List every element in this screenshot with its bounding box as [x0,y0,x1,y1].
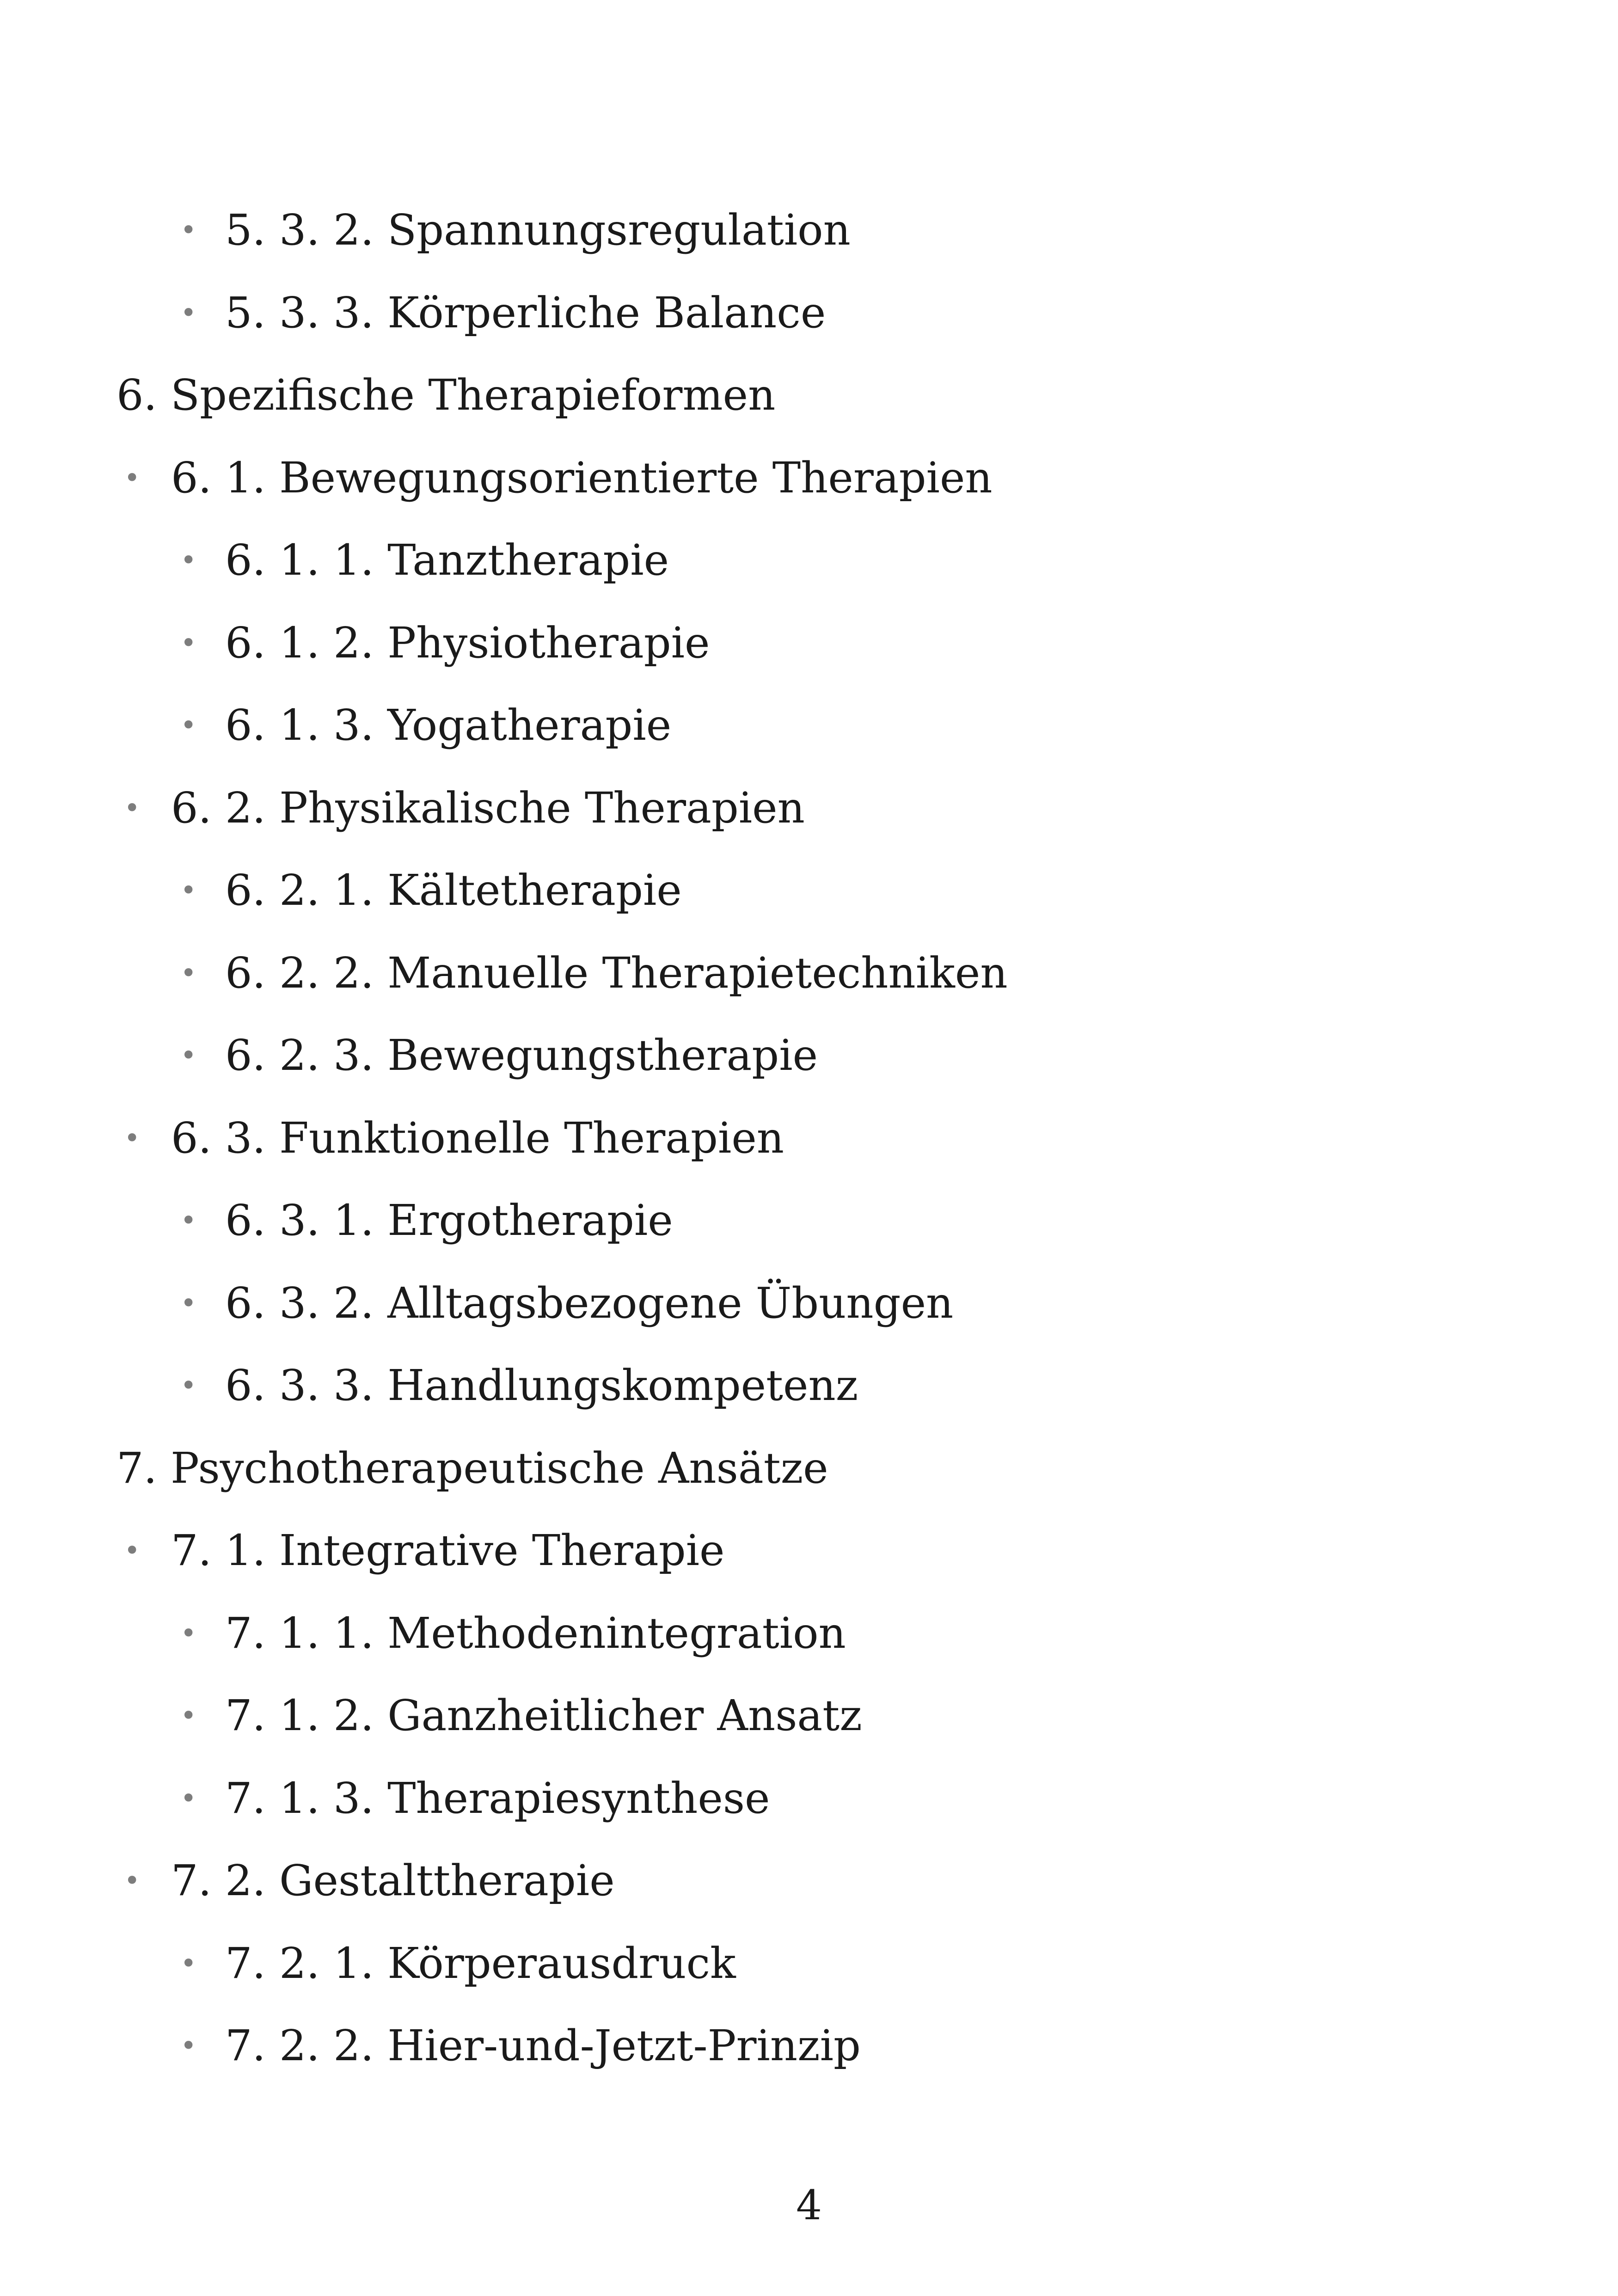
bullet-icon: • [180,1617,197,1650]
toc-entry-label: 6. 3. 3. Handlungskompetenz [225,1361,858,1410]
bullet-icon: • [180,1204,197,1237]
toc-entry-label: 6. 1. Bewegungsorientierte Therapien [171,453,993,503]
bullet-icon: • [180,626,197,659]
bullet-icon: • [180,2030,197,2062]
bullet-icon: • [180,874,197,907]
bullet-icon: • [124,792,141,824]
bullet-icon: • [124,1122,141,1154]
bullet-icon: • [180,1287,197,1320]
bullet-icon: • [180,1039,197,1072]
toc-entry-label: 6. 3. 1. Ergotherapie [225,1196,673,1245]
bullet-icon: • [180,709,197,742]
bullet-icon: • [180,214,197,246]
bullet-icon: • [180,957,197,989]
toc-entry-label: 6. Spezifische Therapieformen [116,370,776,420]
toc-entry-label: 5. 3. 3. Körperliche Balance [225,288,826,338]
bullet-icon: • [180,296,197,329]
toc-entry-label: 6. 1. 2. Physiotherapie [225,618,710,668]
toc-entry-label: 7. Psychotherapeutische Ansätze [116,1443,828,1493]
page-number: 4 [796,2181,822,2229]
toc-entry-label: 6. 2. 2. Manuelle Therapietechniken [225,948,1008,998]
toc-entry-label: 7. 1. 3. Therapiesynthese [225,1773,770,1823]
toc-entry-label: 6. 2. 1. Kältetherapie [225,866,682,915]
bullet-icon: • [180,1947,197,1980]
toc-entry-label: 5. 3. 2. Spannungsregulation [225,205,851,255]
toc-entry-label: 6. 3. Funktionelle Therapien [171,1113,784,1163]
toc-entry-label: 7. 1. 2. Ganzheitlicher Ansatz [225,1691,862,1740]
bullet-icon: • [124,1865,141,1897]
toc-entry-label: 7. 2. 2. Hier-und-Jetzt-Prinzip [225,2021,861,2070]
bullet-icon: • [180,1369,197,1402]
bullet-icon: • [180,544,197,577]
toc-entry-label: 6. 3. 2. Alltagsbezogene Übungen [225,1278,954,1328]
toc-entry-label: 7. 1. 1. Methodenintegration [225,1608,846,1658]
toc-entry-label: 7. 2. Gestalttherapie [171,1856,615,1905]
bullet-icon: • [180,1700,197,1732]
bullet-icon: • [180,1782,197,1815]
toc-entry-label: 7. 1. Integrative Therapie [171,1526,725,1575]
bullet-icon: • [124,461,141,494]
toc-entry-label: 6. 1. 3. Yogatherapie [225,700,672,750]
toc-entry-label: 6. 1. 1. Tanztherapie [225,535,669,585]
bullet-icon: • [124,1535,141,1567]
toc-entry-label: 7. 2. 1. Körperausdruck [225,1938,736,1988]
toc-entry-label: 6. 2. 3. Bewegungstherapie [225,1031,818,1080]
toc-entry-label: 6. 2. Physikalische Therapien [171,783,805,833]
